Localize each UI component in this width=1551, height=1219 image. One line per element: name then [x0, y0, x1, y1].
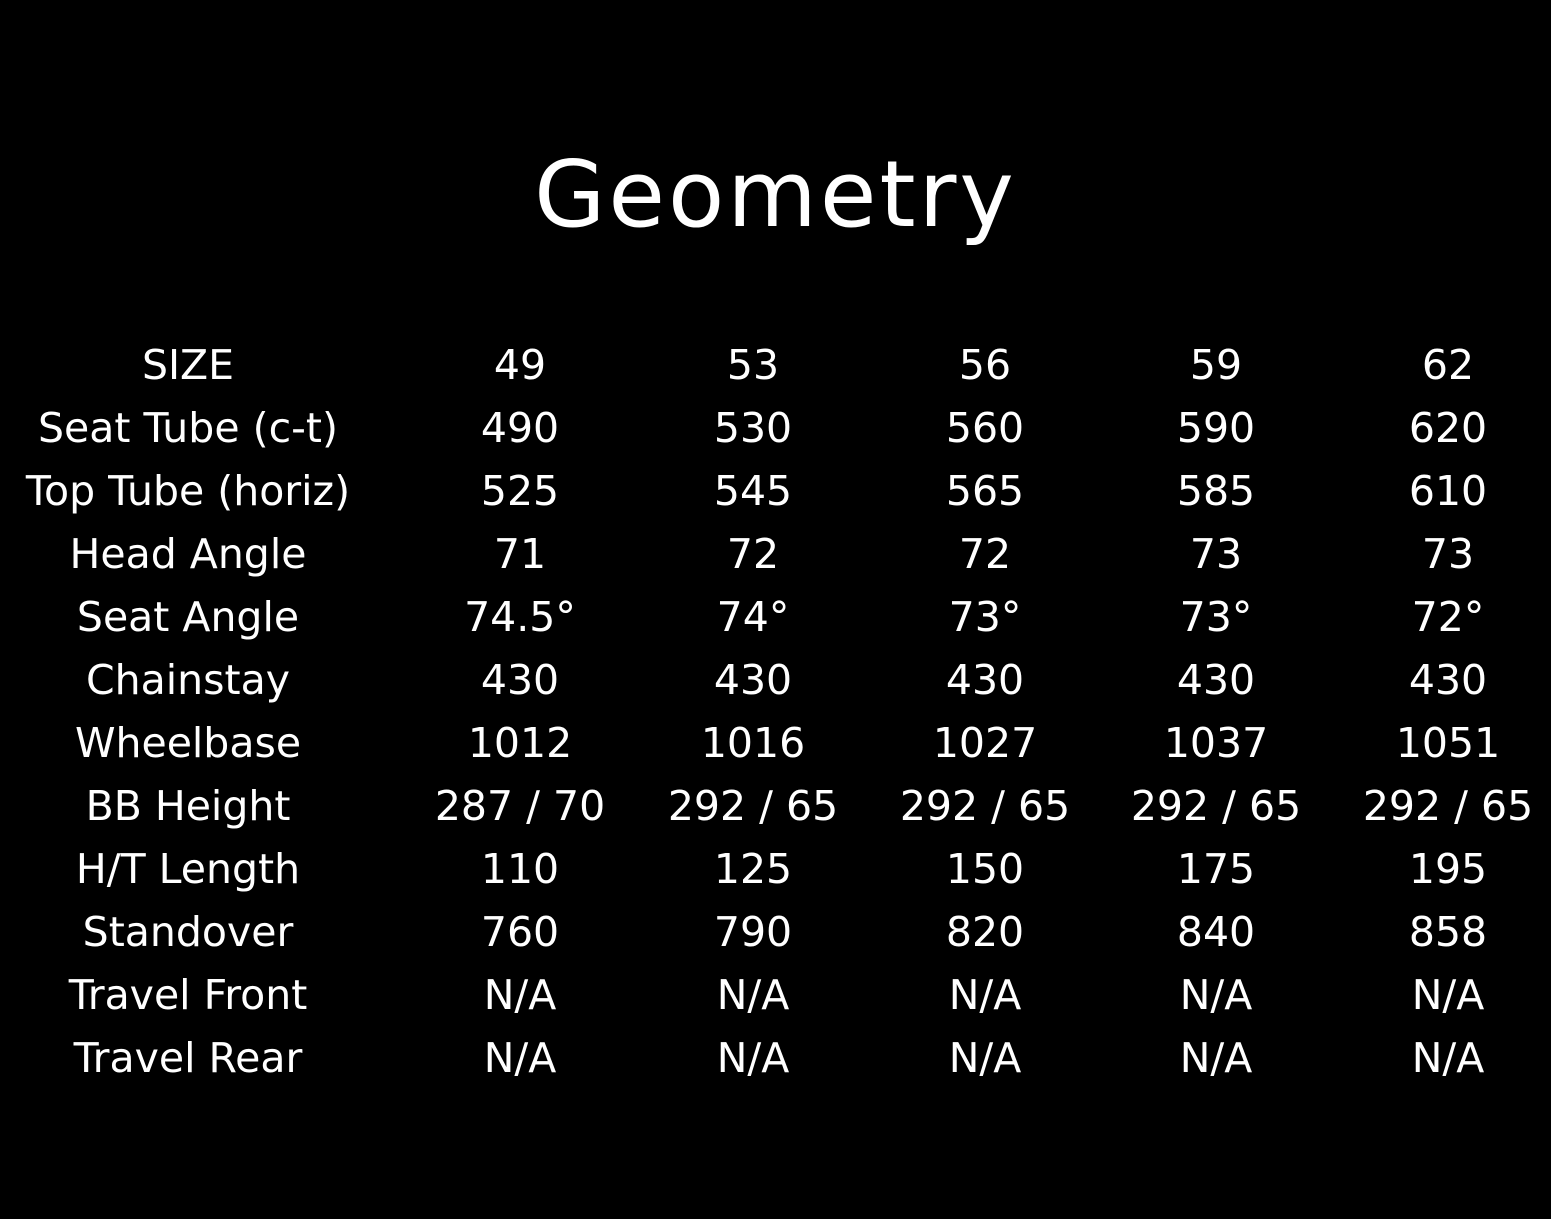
table-cell: 195 — [1408, 845, 1488, 893]
table-cell: N/A — [1411, 971, 1485, 1019]
table-cell: 150 — [945, 845, 1025, 893]
table-cell: N/A — [948, 1034, 1022, 1082]
table-cell: 110 — [480, 845, 560, 893]
table-cell: 1037 — [1163, 719, 1269, 767]
table-cell: 430 — [1176, 656, 1256, 704]
header-size-label: SIZE — [141, 341, 235, 389]
table-cell: 610 — [1408, 467, 1488, 515]
table-cell: 760 — [480, 908, 560, 956]
table-cell: 620 — [1408, 404, 1488, 452]
table-cell: 73 — [1189, 530, 1243, 578]
table-cell: 1027 — [932, 719, 1038, 767]
row-label: BB Height — [85, 782, 291, 830]
header-size-49: 49 — [493, 341, 547, 389]
table-cell: 820 — [945, 908, 1025, 956]
table-cell: 1016 — [700, 719, 806, 767]
table-cell: 292 / 65 — [667, 782, 839, 830]
table-cell: 74.5° — [464, 593, 576, 641]
geometry-table — [0, 334, 1551, 1090]
table-cell: 72 — [958, 530, 1012, 578]
table-cell: 73° — [948, 593, 1022, 641]
row-label: Travel Front — [68, 971, 308, 1019]
table-cell: 430 — [713, 656, 793, 704]
table-cell: 72° — [1411, 593, 1485, 641]
table-cell: 175 — [1176, 845, 1256, 893]
table-cell: 74° — [716, 593, 790, 641]
table-cell: 292 / 65 — [1362, 782, 1534, 830]
header-size-62: 62 — [1421, 341, 1475, 389]
table-cell: 560 — [945, 404, 1025, 452]
row-label: Chainstay — [86, 656, 290, 704]
table-cell: 858 — [1408, 908, 1488, 956]
page-title: Geometry — [534, 141, 1017, 248]
table-cell: 73° — [1179, 593, 1253, 641]
table-cell: N/A — [1411, 1034, 1485, 1082]
table-cell: 72 — [726, 530, 780, 578]
table-cell: N/A — [716, 971, 790, 1019]
table-cell: 292 / 65 — [1130, 782, 1302, 830]
table-cell: 565 — [945, 467, 1025, 515]
table-cell: N/A — [1179, 1034, 1253, 1082]
table-cell: 287 / 70 — [434, 782, 606, 830]
table-cell: 590 — [1176, 404, 1256, 452]
row-label: Standover — [82, 908, 294, 956]
row-label: Seat Angle — [76, 593, 300, 641]
row-label: Seat Tube (c-t) — [38, 404, 338, 452]
table-cell: N/A — [1179, 971, 1253, 1019]
table-cell: 430 — [945, 656, 1025, 704]
table-cell: 525 — [480, 467, 560, 515]
header-size-59: 59 — [1189, 341, 1243, 389]
table-cell: N/A — [483, 971, 557, 1019]
table-cell: 71 — [493, 530, 547, 578]
table-cell: 530 — [713, 404, 793, 452]
table-cell: 125 — [713, 845, 793, 893]
header-size-53: 53 — [726, 341, 780, 389]
table-cell: N/A — [483, 1034, 557, 1082]
table-cell: 1012 — [467, 719, 573, 767]
table-cell: N/A — [716, 1034, 790, 1082]
table-cell: 840 — [1176, 908, 1256, 956]
table-cell: N/A — [948, 971, 1022, 1019]
table-cell: 430 — [480, 656, 560, 704]
table-cell: 73 — [1421, 530, 1475, 578]
row-label: H/T Length — [75, 845, 301, 893]
table-cell: 292 / 65 — [899, 782, 1071, 830]
table-cell: 585 — [1176, 467, 1256, 515]
row-label: Head Angle — [69, 530, 307, 578]
table-cell: 545 — [713, 467, 793, 515]
header-size-56: 56 — [958, 341, 1012, 389]
table-cell: 1051 — [1395, 719, 1501, 767]
table-cell: 790 — [713, 908, 793, 956]
row-label: Top Tube (horiz) — [25, 467, 351, 515]
row-label: Travel Rear — [73, 1034, 303, 1082]
table-cell: 430 — [1408, 656, 1488, 704]
table-cell: 490 — [480, 404, 560, 452]
row-label: Wheelbase — [74, 719, 302, 767]
